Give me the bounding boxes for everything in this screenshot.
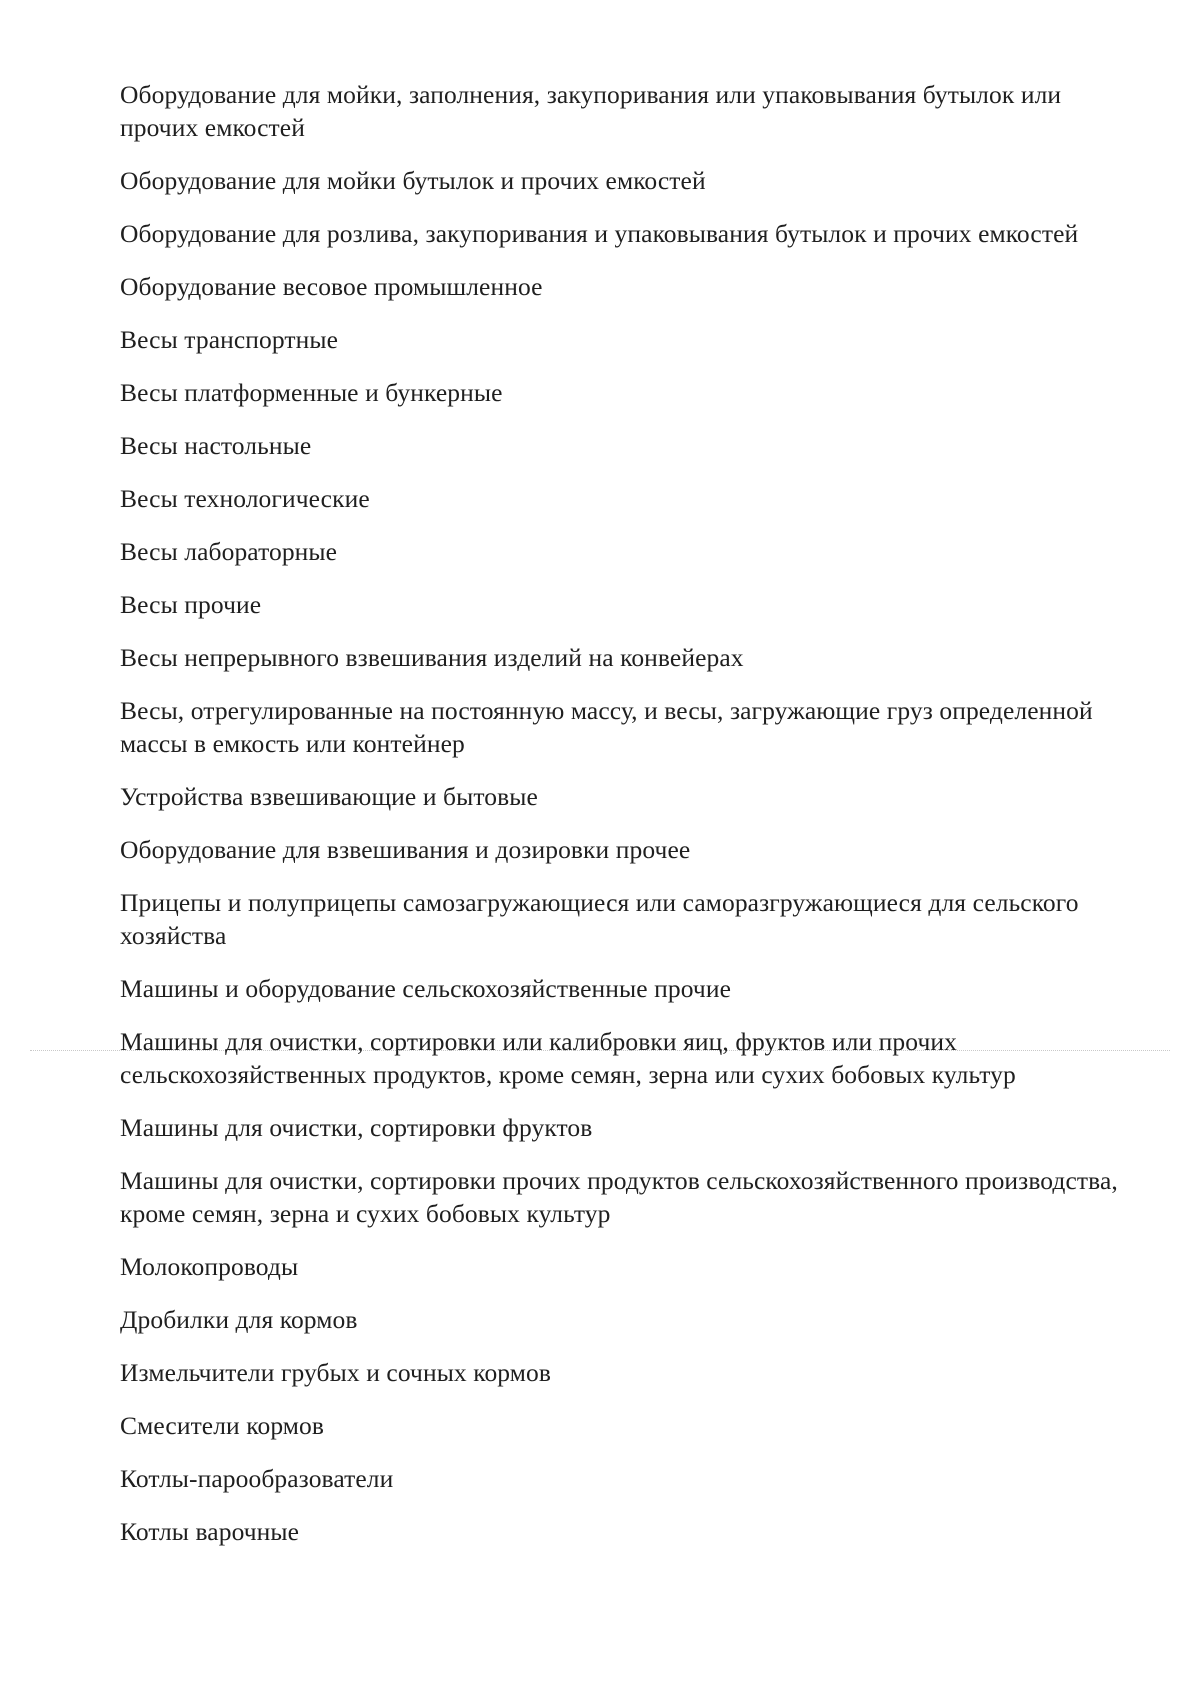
list-item: Прицепы и полуприцепы самозагружающиеся или саморазгружающиеся для сельского хозяйства [120,888,1079,950]
list-item: Оборудование для взвешивания и дозировки прочее [120,835,691,864]
list-item: Смесители кормов [120,1411,325,1440]
list-item: Оборудование весовое промышленное [120,272,543,301]
list-item: Весы технологические [120,484,370,513]
list-item: Машины для очистки, сортировки прочих продуктов сельскохозяйственного производства, кроме семян, зерна и сухих бобовых культур [120,1166,1118,1228]
list-item: Дробилки для кормов [120,1305,358,1334]
list-item: Весы платформенные и бункерные [120,378,503,407]
list-item: Котлы варочные [120,1517,300,1546]
list-item: Оборудование для розлива, закупоривания и упаковывания бутылок и прочих емкостей [120,219,1079,248]
list-item: Весы непрерывного взвешивания изделий на конвейерах [120,643,744,672]
list-item: Весы лабораторные [120,537,338,566]
list-item: Весы прочие [120,590,262,619]
list-item: Устройства взвешивающие и бытовые [120,782,538,811]
list-item: Весы транспортные [120,325,339,354]
list-item: Измельчители грубых и сочных кормов [120,1358,551,1387]
list-item: Машины для очистки, сортировки фруктов [120,1113,593,1142]
list-item: Машины и оборудование сельскохозяйственные прочие [120,974,731,1003]
list-item: Оборудование для мойки бутылок и прочих емкостей [120,166,706,195]
list-item: Оборудование для мойки, заполнения, закупоривания или упаковывания бутылок или прочих емкостей [120,80,1062,142]
item-list [120,78,1130,1568]
list-item: Котлы-парообразователи [120,1464,394,1493]
list-item: Весы настольные [120,431,312,460]
list-item: Машины для очистки, сортировки или калибровки яиц, фруктов или прочих сельскохозяйственных продуктов, кроме семян, зерна или сухих бобовых культур [120,1027,1016,1089]
list-item: Молокопроводы [120,1252,299,1281]
list-item: Весы, отрегулированные на постоянную массу, и весы, загружающие груз определенной массы в емкость или контейнер [120,696,1093,758]
